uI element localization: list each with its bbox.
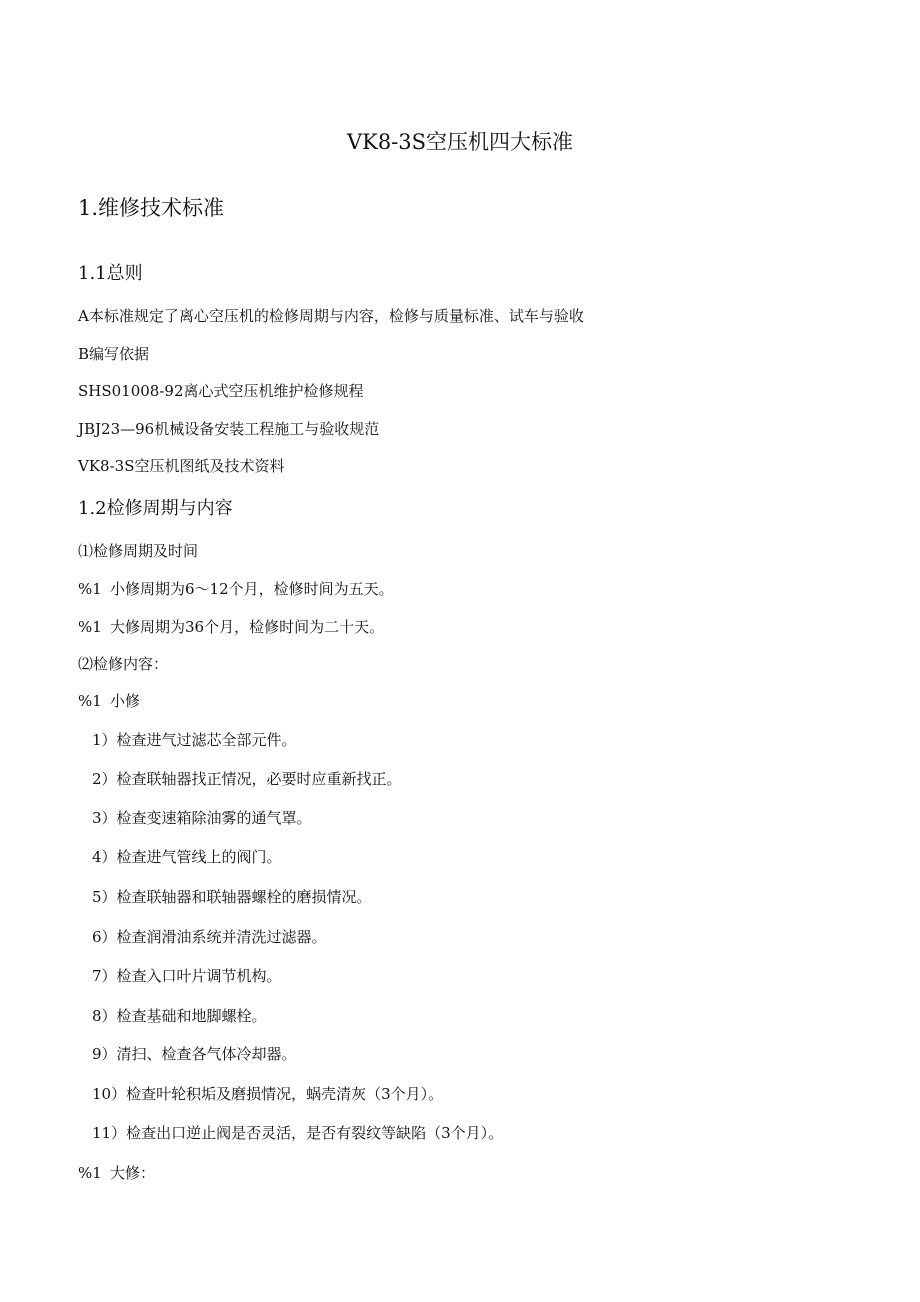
minor-item: 9）清扫、检查各气体冷却器。 xyxy=(92,1045,297,1063)
paragraph-line: VK8-3S空压机图纸及技术资料 xyxy=(78,457,285,475)
section-heading-1: 1.维修技术标准 xyxy=(78,196,225,220)
list-item-text: 小修 xyxy=(110,692,141,710)
list-item xyxy=(78,578,394,600)
document-title: VK8-3S空压机四大标准 xyxy=(346,130,574,154)
list-item-text: 小修周期为6～12个月，检修时间为五天。 xyxy=(110,580,394,598)
minor-item: 6）检查润滑油系统并清洗过滤器。 xyxy=(92,928,327,946)
list-item-major-label xyxy=(78,1162,155,1184)
subheading-content: ⑵检修内容： xyxy=(78,655,169,673)
paragraph-line: B编写依据 xyxy=(78,345,150,363)
section-heading-1-1: 1.1总则 xyxy=(78,263,143,284)
subheading-cycle: ⑴检修周期及时间 xyxy=(78,542,199,560)
paragraph-line: A本标准规定了离心空压机的检修周期与内容，检修与质量标准、试车与验收 xyxy=(78,307,584,325)
minor-item: 10）检查叶轮积垢及磨损情况，蜗壳清灰（3个月）。 xyxy=(92,1085,444,1103)
list-item-text: 大修周期为36个月，检修时间为二十天。 xyxy=(110,618,385,636)
list-marker: %1 xyxy=(78,618,102,636)
paragraph-line: SHS01008-92离心式空压机维护检修规程 xyxy=(78,382,364,400)
paragraph-line: JBJ23—96机械设备安装工程施工与验收规范 xyxy=(78,420,380,438)
minor-item: 7）检查入口叶片调节机构。 xyxy=(92,967,282,985)
minor-item: 5）检查联轴器和联轴器螺栓的磨损情况。 xyxy=(92,888,372,906)
minor-item: 1）检查进气过滤芯全部元件。 xyxy=(92,731,297,749)
list-marker: %1 xyxy=(78,1164,102,1182)
list-marker: %1 xyxy=(78,580,102,598)
minor-item: 4）检查进气管线上的阀门。 xyxy=(92,848,282,866)
minor-item: 2）检查联轴器找正情况，必要时应重新找正。 xyxy=(92,770,402,788)
list-item-text: 大修： xyxy=(110,1164,156,1182)
minor-item: 8）检查基础和地脚螺栓。 xyxy=(92,1007,267,1025)
section-heading-1-2: 1.2检修周期与内容 xyxy=(78,498,233,519)
list-item-minor-label xyxy=(78,690,140,712)
list-item xyxy=(78,616,384,638)
minor-item: 3）检查变速箱除油雾的通气罩。 xyxy=(92,809,312,827)
minor-item: 11）检查出口逆止阀是否灵活，是否有裂纹等缺陷（3个月）。 xyxy=(92,1124,504,1142)
list-marker: %1 xyxy=(78,692,102,710)
